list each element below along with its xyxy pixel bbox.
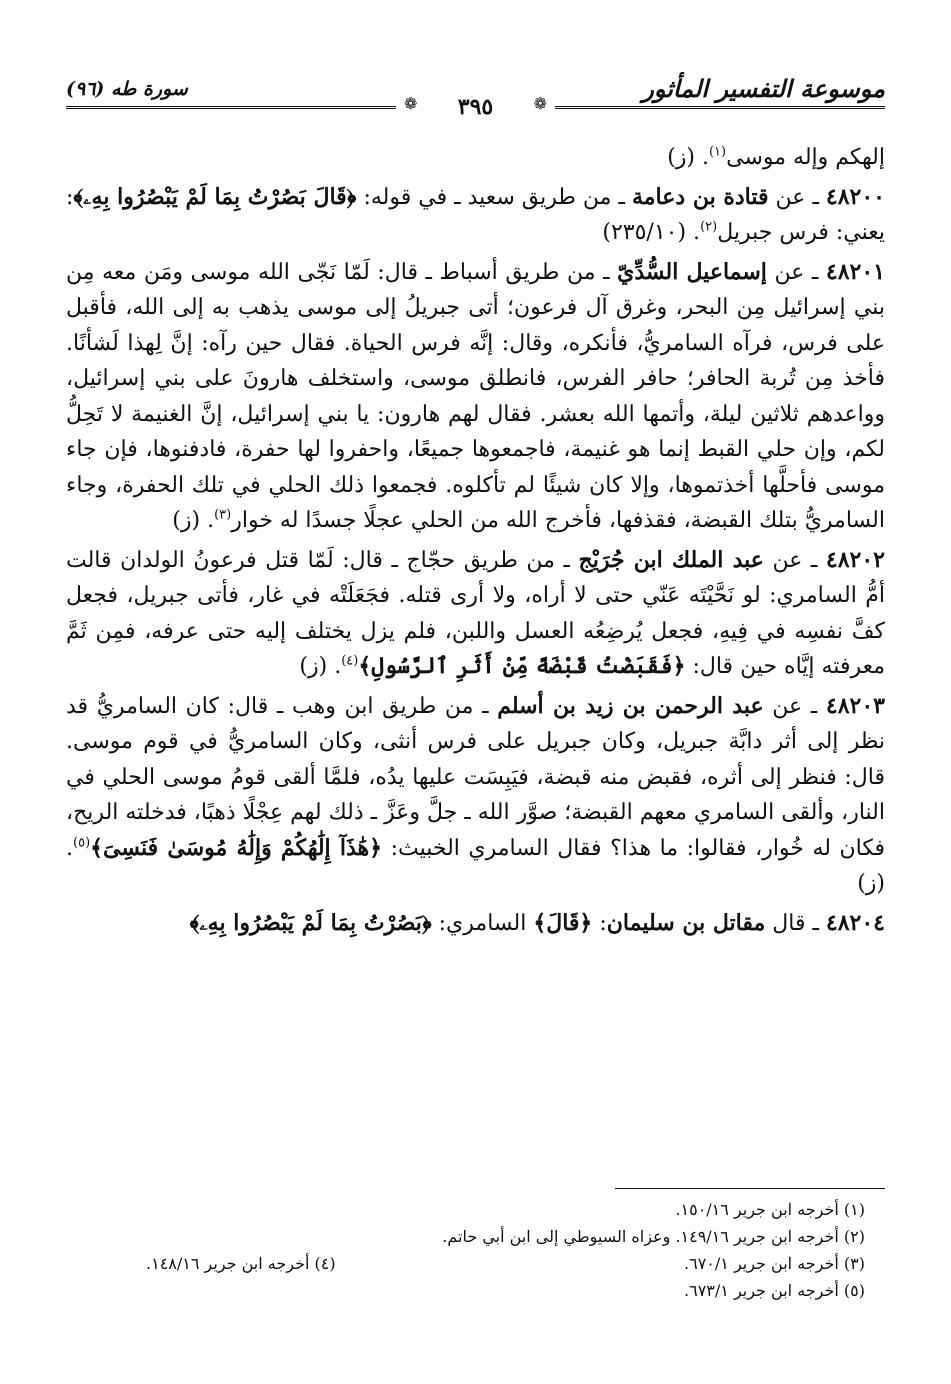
footnote-ref: (٣) bbox=[214, 507, 232, 523]
narrator-name: عبد الملك ابن جُرَيْج bbox=[578, 546, 764, 573]
footnote-4: (٤) أخرجه ابن جرير ١٤٨/١٦. bbox=[146, 1254, 336, 1273]
narration-number: ٤٨٢٠٣ bbox=[825, 692, 885, 719]
text-run: . (ز) bbox=[299, 654, 342, 679]
ornament-icon: ❁ bbox=[533, 94, 547, 113]
footnote-5: (٥) أخرجه ابن جرير ٦٧٣/١. bbox=[684, 1281, 865, 1300]
footnote bbox=[66, 1250, 865, 1277]
text-run: ـ من طريق أسباط ـ قال: لَمّا نَجّى الله موسى ومَن معه مِن بني إسرائيل مِن البحر، وغرق آل فرعون؛ أتى جبريلُ إلى موسى يذهب به إلى الله، فأقبل على فرس، فرآه السامريُّ، فأنكره، وقال: إنَّه فرس الحياة. فقال حين رآه: إنَّ لِهذا لَشأنًا. فأخذ مِن تُربة الحافر؛ حافر الفرس، فانطلق موسى، واستخلف هارونَ على بني إسرائيل، وواعدهم ثلاثين ليلة، وأتمها الله بعشر. فقال لهم هارون: يا بني إسرائيل، إنَّ الغنيمة لا تَحِلُّ لكم، وإن حلي القبط إنما هو غنيمة، فاجمعوها جميعًا، واحفروا لها حفرة، فادفنوها، فإن جاء موسى فأحلَّها أخذتموها، وإلا كان شيئًا لم تأكلوه. فجمعوا ذلك الحلي في تلك الحفرة، وجاء السامريُّ بتلك القبضة، فقذفها، فأخرج الله من الحلي عجلًا جسدًا له خوار bbox=[66, 259, 885, 533]
narrator-name: عبد الرحمن بن زيد بن أسلم bbox=[497, 692, 764, 719]
footnote-2: (٢) أخرجه ابن جرير ١٤٩/١٦. وعزاه السيوطي إلى ابن أبي حاتم. bbox=[442, 1227, 865, 1246]
surah-name: سورة طه (٩٦) bbox=[66, 78, 188, 100]
text-run: ـ قال bbox=[765, 910, 826, 936]
text-run: : يعني: فرس جبريل bbox=[66, 184, 885, 245]
footnote-divider bbox=[615, 1188, 885, 1189]
page-header bbox=[66, 72, 885, 122]
text-run: : bbox=[592, 910, 607, 936]
paragraph bbox=[66, 180, 885, 251]
text-run: السامري: bbox=[431, 910, 534, 936]
text-run: . (ز) bbox=[667, 145, 709, 170]
footnote-ref: (٤) bbox=[341, 653, 359, 669]
narrator-name: مقاتل بن سليمان bbox=[606, 909, 766, 936]
quran-quote: ﴿قَالَ﴾ bbox=[533, 909, 593, 936]
quran-quote: ﴿فَقَبَضْتُ قَبْضَةً مِّنْ أَثَرِ ٱلرَّسُولِ﴾ bbox=[358, 653, 686, 679]
ornament-icon: ❁ bbox=[404, 94, 418, 113]
paragraph bbox=[66, 906, 885, 942]
narration-number: ٤٨٢٠٤ bbox=[825, 909, 885, 936]
text-run: ـ عن bbox=[766, 259, 826, 285]
paragraph bbox=[66, 689, 885, 902]
narration-number: ٤٨٢٠١ bbox=[825, 258, 885, 285]
footnote-ref: (١) bbox=[708, 144, 727, 160]
text-run: . (ز) bbox=[66, 835, 885, 896]
footnote-ref: (٢) bbox=[700, 219, 718, 235]
text-run: ـ عن bbox=[768, 184, 826, 210]
text-run: . (٢٣٥/١٠) bbox=[602, 220, 701, 245]
text-run: إلهكم وإله موسى bbox=[726, 145, 885, 170]
page-number: ٣٩٥ bbox=[457, 94, 494, 120]
footnote bbox=[66, 1277, 865, 1304]
narrator-name: قتادة بن دعامة bbox=[631, 183, 769, 210]
footnote-3: (٣) أخرجه ابن جرير ٦٧٠/١. bbox=[684, 1254, 865, 1273]
paragraph bbox=[66, 140, 885, 176]
main-text bbox=[66, 140, 885, 945]
quran-quote: ﴿هَٰذَآ إِلَٰهُكُمْ وَإِلَٰهُ مُوسَىٰ فَنَسِىَ﴾ bbox=[90, 834, 383, 861]
footnote-1: (١) أخرجه ابن جرير ١٥٠/١٦. bbox=[675, 1200, 865, 1219]
narration-number: ٤٨٢٠٢ bbox=[825, 546, 885, 573]
text-run: ـ من طريق ابن وهب ـ قال: كان السامريُّ قد نظر إلى أثر دابَّة جبريل، وكان جبريل على فرس أنثى، وكان السامريُّ في قوم موسى. قال: فنظر إلى أثره، فقبض منه قبضة، فيَبِسَت عليها يدُه، فلمَّا ألقى قومُ موسى الحلي في النار، وألقى السامري معهم القبضة؛ صوَّر الله ـ جلَّ وعَزَّ ـ ذلك لهم عِجْلًا ذهبًا، فدخلته الريح، فكان له خُوار، فقالوا: ما هذا؟ فقال السامري الخبيث: bbox=[66, 693, 886, 861]
footnote bbox=[66, 1223, 865, 1250]
text-run: ـ عن bbox=[763, 547, 826, 573]
quran-quote: ﴿بَصُرْتُ بِمَا لَمْ يَبْصُرُوا بِهِۦ﴾ bbox=[189, 909, 432, 936]
narration-number: ٤٨٢٠٠ bbox=[825, 183, 885, 210]
book-title: موسوعة التفسير المأثور bbox=[642, 74, 885, 103]
paragraph bbox=[66, 255, 885, 539]
footnotes bbox=[66, 1196, 865, 1304]
narrator-name: إسماعيل السُّدِّيّ bbox=[617, 258, 767, 285]
text-run: ـ عن bbox=[763, 693, 826, 719]
text-run: . (ز) bbox=[172, 508, 215, 533]
paragraph bbox=[66, 543, 885, 685]
quran-quote: ﴿قَالَ بَصُرْتُ بِمَا لَمْ يَبْصُرُوا بِهِۦ﴾ bbox=[73, 183, 357, 210]
footnote-ref: (٥) bbox=[73, 835, 91, 851]
text-run: ـ من طريق سعيد ـ في قوله: bbox=[356, 184, 632, 210]
footnote bbox=[66, 1196, 865, 1223]
text-run: ـ من طريق حجّاج ـ قال: لَمّا قتل فرعونُ الولدان قالت أمُّ السامري: لو نَحَّيْتَه عَنّي حتى لا أراه، ولا أرى قتله. فجَعَلَتْه في غار، فأتى جبريل، فجعل كفَّ نفسِه في فِيهِ، فجعل يُرضِعُه العسل واللبن، فلم يزل يختلف إليه حتى عرفه، فمِن ثَمَّ معرفته إيَّاه حين قال: bbox=[66, 547, 885, 679]
